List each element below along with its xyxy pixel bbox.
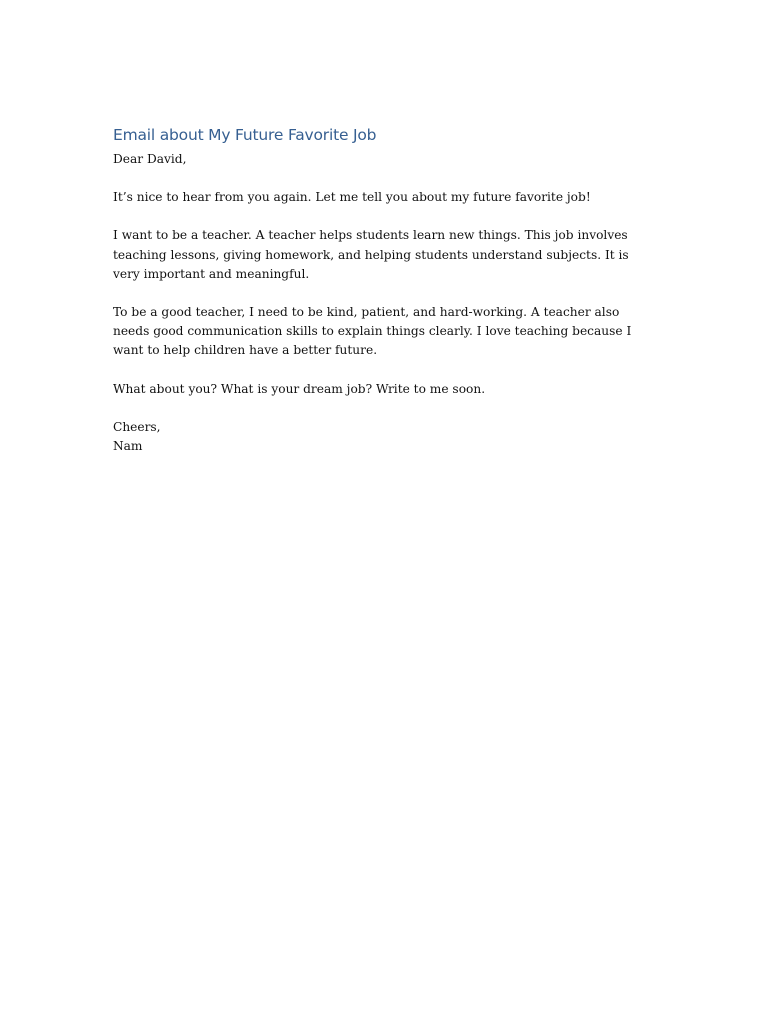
email-paragraph-job: I want to be a teacher. A teacher helps students learn new things. This job involves teaching lessons, giving homework, and helping students understand subjects. It is very important and meaningful. (113, 228, 629, 281)
email-closing: Cheers, (113, 419, 161, 434)
email-signature: Nam (113, 439, 143, 454)
email-paragraph-intro: It’s nice to hear from you again. Let me tell you about my future favorite job! (113, 190, 591, 205)
email-greeting: Dear David, (113, 152, 187, 166)
email-paragraph-question: What about you? What is your dream job? Write to me soon. (113, 381, 486, 396)
email-body (113, 124, 658, 456)
email-title: Email about My Future Favorite Job (113, 126, 377, 144)
email-paragraph-qualities: To be a good teacher, I need to be kind, patient, and hard-working. A teacher also needs good communication skills to explain things clearly. I love teaching because I want to help children have a better future. (113, 305, 632, 358)
